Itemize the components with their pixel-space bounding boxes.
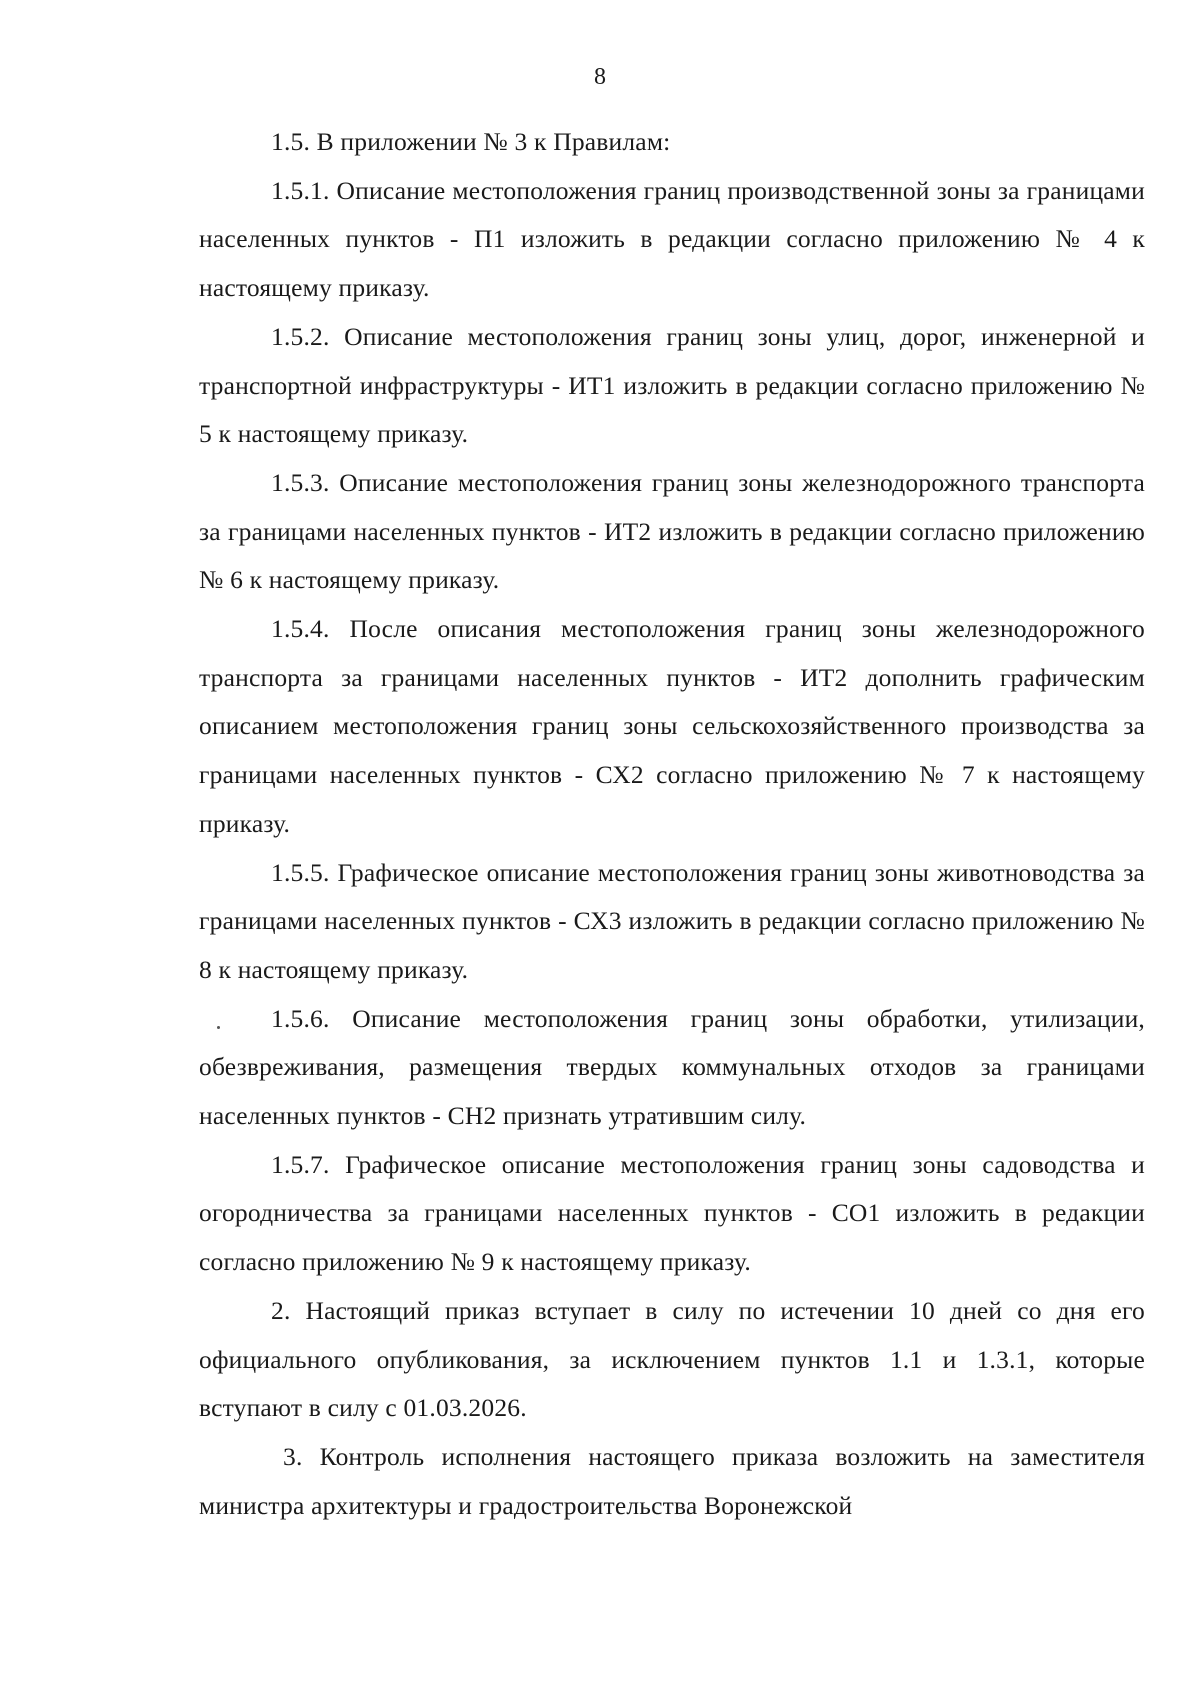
document-body [199, 118, 1145, 1530]
paragraph-1-5-1: 1.5.1. Описание местоположения границ производственной зоны за границами населенных пунктов - П1 изложить в редакции согласно приложению № 4 к настоящему приказу. [199, 175, 1145, 303]
paragraph-1-5-7: 1.5.7. Графическое описание местоположения границ зоны садоводства и огородничества за границами населенных пунктов - СО1 изложить в редакции согласно приложению № 9 к настоящему приказу. [199, 1149, 1145, 1277]
paragraph-1-5-3: 1.5.3. Описание местоположения границ зоны железнодорожного транспорта за границами населенных пунктов - ИТ2 изложить в редакции согласно приложению № 6 к настоящему приказу. [199, 467, 1145, 595]
page-number: 8 [594, 64, 606, 90]
paragraph-1-5-4: 1.5.4. После описания местоположения границ зоны железнодорожного транспорта за границами населенных пунктов - ИТ2 дополнить графическим описанием местоположения границ зоны сельскохозяйственного производства за границами населенных пунктов - СХ2 согласно приложению № 7 к настоящему приказу. [199, 614, 1145, 838]
paragraph-1-5-5: 1.5.5. Графическое описание местоположения границ зоны животноводства за границами населенных пунктов - СХ3 изложить в редакции согласно приложению № 8 к настоящему приказу. [199, 857, 1145, 984]
paragraph-3: 3. Контроль исполнения настоящего приказа возложить на заместителя министра архитектуры и градостроительства Воронежской [199, 1441, 1145, 1520]
paragraph-1-5-6: 1.5.6. Описание местоположения границ зоны обработки, утилизации, обезвреживания, размещения твердых коммунальных отходов за границами населенных пунктов - СН2 признать утратившим силу. [199, 1003, 1145, 1131]
paragraph-1-5: 1.5. В приложении № 3 к Правилам: [271, 127, 671, 156]
paragraph-2: 2. Настоящий приказ вступает в силу по истечении 10 дней со дня его официального опубликования, за исключением пунктов 1.1 и 1.3.1, которые вступают в силу с 01.03.2026. [199, 1295, 1145, 1423]
paragraph-1-5-2: 1.5.2. Описание местоположения границ зоны улиц, дорог, инженерной и транспортной инфраструктуры - ИТ1 изложить в редакции согласно приложению № 5 к настоящему приказу. [199, 321, 1145, 449]
